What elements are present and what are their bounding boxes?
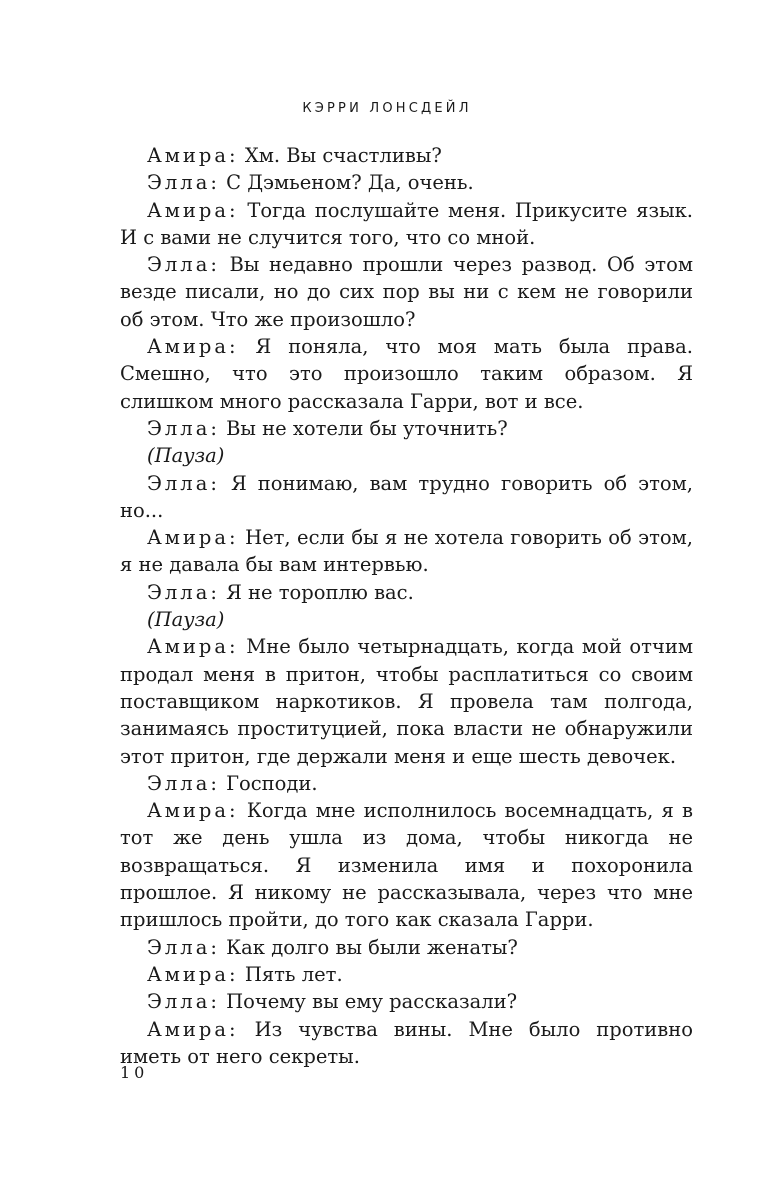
running-head: КЭРРИ ЛОНСДЕЙЛ: [302, 101, 472, 116]
speaker-name: Амира:: [147, 526, 239, 550]
dialogue-text: Нет, если бы я не хотела говорить об этом, я не давала бы вам интервью.: [120, 526, 693, 577]
speaker-name: Амира:: [147, 335, 239, 359]
dialogue-line: [120, 251, 693, 333]
dialogue-line: [120, 579, 693, 606]
stage-direction-text: (Пауза): [147, 608, 225, 632]
dialogue-line: [120, 169, 693, 196]
speaker-name: Амира:: [147, 1017, 239, 1041]
dialogue-text: Хм. Вы счастливы?: [238, 144, 442, 167]
speaker-name: Элла:: [147, 580, 220, 604]
dialogue-text: Я понимаю, вам трудно говорить об этом, но...: [120, 471, 693, 522]
dialogue-text: Тогда послушайте меня. Прикусите язык. И с вами не случится того, что со мной.: [120, 198, 693, 249]
dialogue-line: [120, 988, 693, 1015]
dialogue-line: [120, 142, 693, 169]
dialogue-line: [120, 415, 693, 442]
dialogue-text: Когда мне исполнилось восемнадцать, я в тот же день ушла из дома, чтобы никогда не возвращаться. Я изменила имя и похоронила прошлое. Я никому не рассказывала, через что мне пришлось пройти, до того как сказала Гарри.: [120, 799, 693, 932]
dialogue-line: [120, 1016, 693, 1071]
stage-direction: [120, 606, 693, 633]
dialogue-line: [120, 333, 693, 415]
dialogue-text: Вы недавно прошли через развод. Об этом везде писали, но до сих пор вы ни с кем не говорили об этом. Что же произошло?: [120, 253, 693, 331]
speaker-name: Элла:: [147, 416, 220, 440]
dialogue-line: [120, 770, 693, 797]
dialogue-text: Почему вы ему рассказали?: [219, 990, 518, 1014]
speaker-name: Элла:: [147, 171, 220, 195]
dialogue-line: [120, 633, 693, 769]
dialogue-text: Вы не хотели бы уточнить?: [219, 416, 508, 440]
dialogue-text: Как долго вы были женаты?: [219, 935, 518, 959]
speaker-name: Амира:: [147, 799, 239, 823]
stage-direction: [120, 442, 693, 469]
dialogue-line: [120, 934, 693, 961]
speaker-name: Элла:: [147, 935, 220, 959]
body-text: [120, 142, 693, 1070]
page-number: 10: [120, 1063, 149, 1082]
speaker-name: Элла:: [147, 253, 220, 277]
dialogue-text: Пять лет.: [238, 962, 343, 986]
speaker-name: Элла:: [147, 990, 220, 1014]
dialogue-text: Господи.: [219, 771, 318, 795]
dialogue-line: [120, 470, 693, 525]
speaker-name: Амира:: [147, 144, 239, 167]
speaker-name: Элла:: [147, 471, 220, 495]
dialogue-text: Я поняла, что моя мать была права. Смешно, что это произошло таким образом. Я слишком много рассказала Гарри, вот и все.: [120, 335, 693, 413]
speaker-name: Амира:: [147, 962, 239, 986]
speaker-name: Амира:: [147, 635, 239, 659]
dialogue-text: Я не тороплю вас.: [219, 580, 414, 604]
stage-direction-text: (Пауза): [147, 444, 225, 468]
dialogue-text: Мне было четырнадцать, когда мой отчим продал меня в притон, чтобы расплатиться со своим поставщиком наркотиков. Я провела там полгода, занимаясь проституцией, пока власти не обнаружили этот притон, где держали меня и еще шесть девочек.: [120, 635, 693, 768]
dialogue-line: [120, 797, 693, 933]
dialogue-text: С Дэмьеном? Да, очень.: [219, 171, 474, 195]
dialogue-line: [120, 961, 693, 988]
dialogue-line: [120, 524, 693, 579]
dialogue-text: Из чувства вины. Мне было противно иметь от него секреты.: [120, 1017, 693, 1068]
speaker-name: Элла:: [147, 771, 220, 795]
dialogue-line: [120, 197, 693, 252]
speaker-name: Амира:: [147, 198, 239, 222]
